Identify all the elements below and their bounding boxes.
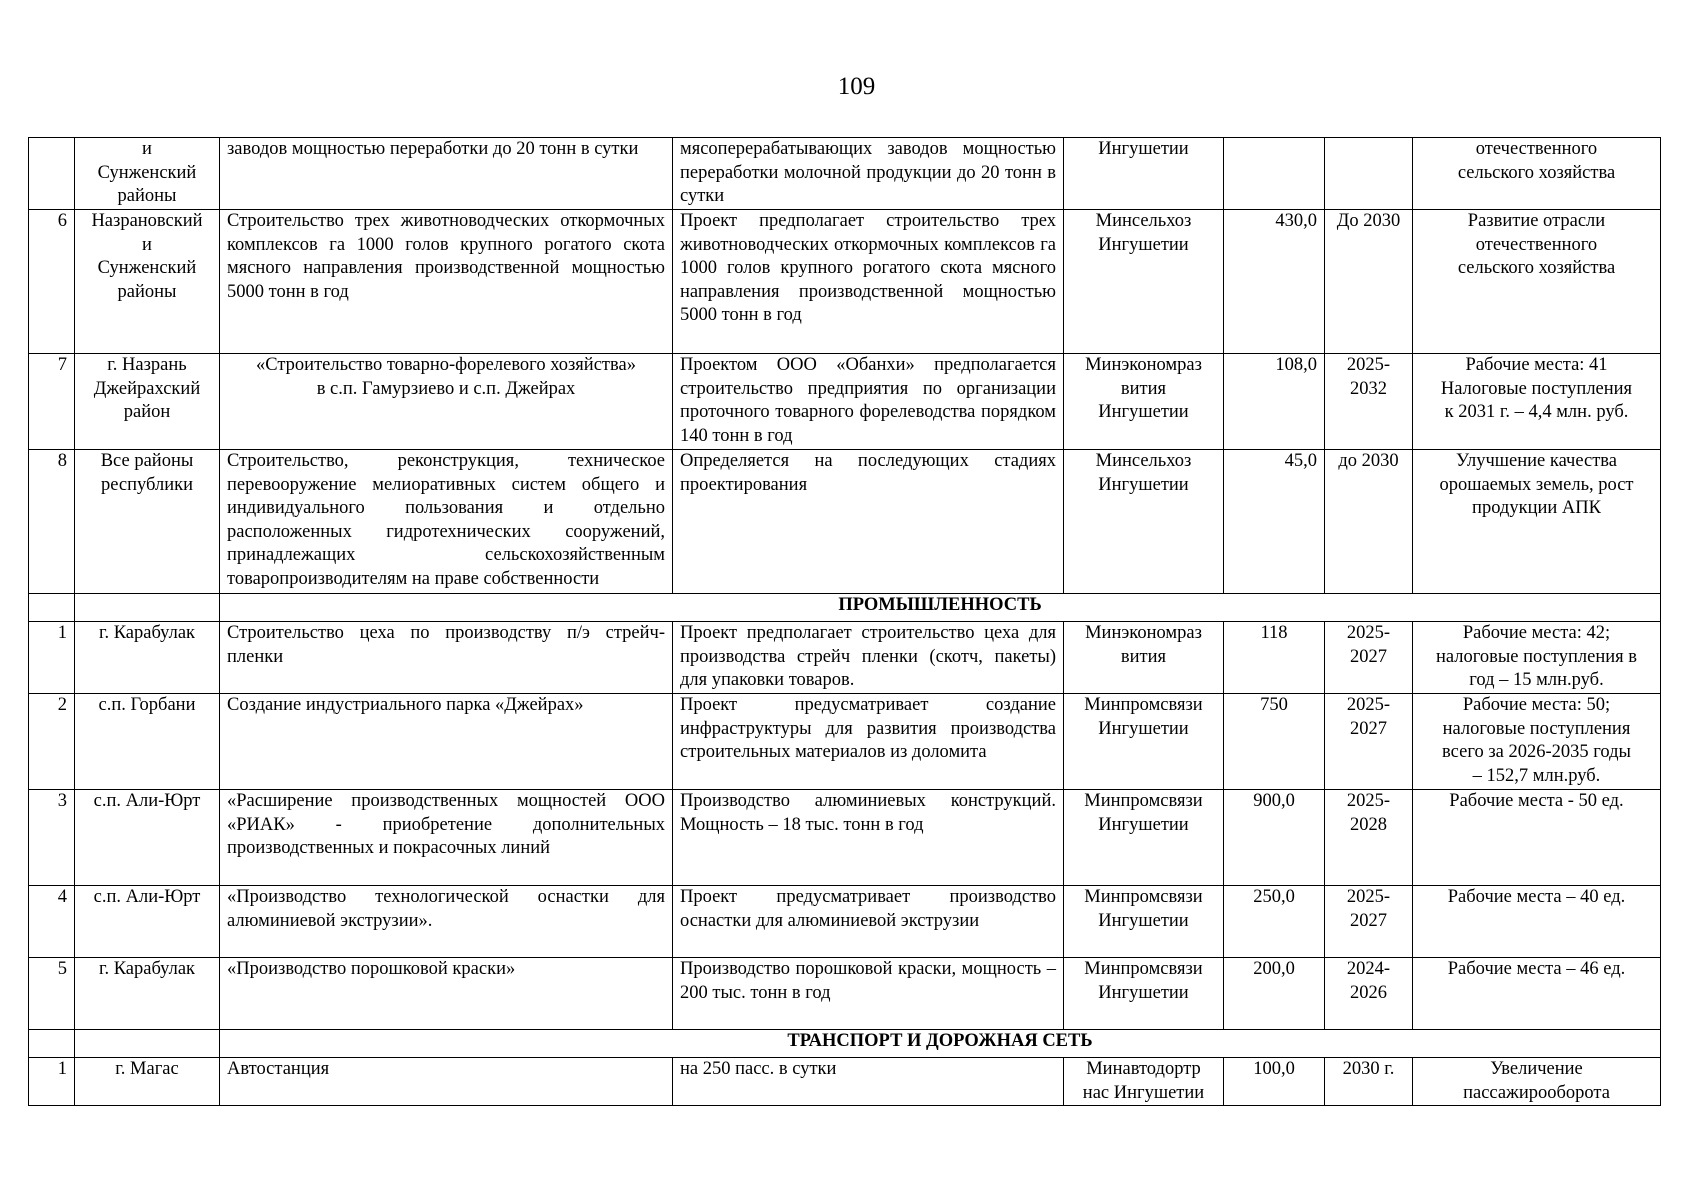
responsible-cell: Минэкономраз вития	[1064, 622, 1224, 694]
period-cell	[1325, 138, 1413, 210]
period-cell: до 2030	[1325, 450, 1413, 594]
description-cell: Проектом ООО «Обанхи» предполагается строительство предприятия по организации проточного товарного форелеводства порядком 140 тонн в год	[673, 354, 1064, 450]
responsible-cell: Ингушетии	[1064, 138, 1224, 210]
section-header-row	[29, 1030, 1661, 1058]
responsible-cell: Минэкономраз вития Ингушетии	[1064, 354, 1224, 450]
row-number: 3	[29, 790, 75, 886]
row-number	[29, 138, 75, 210]
table-row	[29, 354, 1661, 450]
period-cell: 2025- 2027	[1325, 694, 1413, 790]
amount-cell: 118	[1224, 622, 1325, 694]
effect-cell: отечественного сельского хозяйства	[1413, 138, 1661, 210]
table-row	[29, 450, 1661, 594]
effect-cell: Рабочие места: 42; налоговые поступления в год – 15 млн.руб.	[1413, 622, 1661, 694]
description-cell: Производство алюминиевых конструкций. Мощность – 18 тыс. тонн в год	[673, 790, 1064, 886]
responsible-cell: Минсельхоз Ингушетии	[1064, 450, 1224, 594]
description-cell: Проект предполагает строительство трех животноводческих откормочных комплексов га 1000 голов крупного рогатого скота мясного направления производственной мощностью 5000 тонн в год	[673, 210, 1064, 354]
amount-cell: 430,0	[1224, 210, 1325, 354]
period-cell: 2025- 2028	[1325, 790, 1413, 886]
row-number: 8	[29, 450, 75, 594]
responsible-cell: Минсельхоз Ингушетии	[1064, 210, 1224, 354]
location-cell: г. Карабулак	[75, 622, 220, 694]
location-cell: с.п. Али-Юрт	[75, 886, 220, 958]
responsible-cell: Минпромсвязи Ингушетии	[1064, 958, 1224, 1030]
amount-cell: 750	[1224, 694, 1325, 790]
section-header-row	[29, 594, 1661, 622]
project-cell: «Расширение производственных мощностей ООО «РИАК» - приобретение дополнительных производственных и покрасочных линий	[220, 790, 673, 886]
row-number: 4	[29, 886, 75, 958]
effect-cell: Рабочие места: 50; налоговые поступления всего за 2026-2035 годы – 152,7 млн.руб.	[1413, 694, 1661, 790]
amount-cell: 200,0	[1224, 958, 1325, 1030]
amount-cell: 900,0	[1224, 790, 1325, 886]
table-row	[29, 790, 1661, 886]
section-title-transport: ТРАНСПОРТ И ДОРОЖНАЯ СЕТЬ	[220, 1030, 1661, 1058]
project-cell: Создание индустриального парка «Джейрах»	[220, 694, 673, 790]
period-cell: 2025- 2032	[1325, 354, 1413, 450]
period-cell: 2025- 2027	[1325, 886, 1413, 958]
period-cell: 2024- 2026	[1325, 958, 1413, 1030]
project-cell: заводов мощностью переработки до 20 тонн в сутки	[220, 138, 673, 210]
description-cell: Проект предусматривает создание инфраструктуры для развития производства строительных материалов из доломита	[673, 694, 1064, 790]
section-empty-cell	[75, 594, 220, 622]
description-cell: Проект предусматривает производство оснастки для алюминиевой экструзии	[673, 886, 1064, 958]
row-number: 7	[29, 354, 75, 450]
table-row	[29, 138, 1661, 210]
effect-cell: Рабочие места - 50 ед.	[1413, 790, 1661, 886]
amount-cell: 250,0	[1224, 886, 1325, 958]
location-cell: с.п. Горбани	[75, 694, 220, 790]
responsible-cell: Минпромсвязи Ингушетии	[1064, 886, 1224, 958]
row-number: 1	[29, 622, 75, 694]
table-row	[29, 622, 1661, 694]
row-number: 2	[29, 694, 75, 790]
project-cell: Строительство, реконструкция, техническое перевооружение мелиоративных систем общего и индивидуального пользования и отдельно расположенных гидротехнических сооружений, принадлежащих сельскохозяйственным товаропроизводителям на праве собственности	[220, 450, 673, 594]
table-row	[29, 886, 1661, 958]
amount-cell: 100,0	[1224, 1058, 1325, 1106]
project-cell: «Производство технологической оснастки для алюминиевой экструзии».	[220, 886, 673, 958]
section-empty-cell	[75, 1030, 220, 1058]
amount-cell	[1224, 138, 1325, 210]
period-cell: 2025- 2027	[1325, 622, 1413, 694]
description-cell: Определяется на последующих стадиях проектирования	[673, 450, 1064, 594]
table-row	[29, 1058, 1661, 1106]
location-cell: Назрановский и Сунженский районы	[75, 210, 220, 354]
effect-cell: Рабочие места – 46 ед.	[1413, 958, 1661, 1030]
page-number: 109	[837, 73, 876, 100]
effect-cell: Рабочие места: 41 Налоговые поступления к 2031 г. – 4,4 млн. руб.	[1413, 354, 1661, 450]
location-cell: г. Карабулак	[75, 958, 220, 1030]
description-cell: на 250 пасс. в сутки	[673, 1058, 1064, 1106]
amount-cell: 108,0	[1224, 354, 1325, 450]
description-cell: Производство порошковой краски, мощность – 200 тыс. тонн в год	[673, 958, 1064, 1030]
row-number: 5	[29, 958, 75, 1030]
location-cell: г. Назрань Джейрахский район	[75, 354, 220, 450]
period-cell: 2030 г.	[1325, 1058, 1413, 1106]
section-empty-cell	[29, 1030, 75, 1058]
effect-cell: Развитие отрасли отечественного сельского хозяйства	[1413, 210, 1661, 354]
amount-cell: 45,0	[1224, 450, 1325, 594]
table-row	[29, 694, 1661, 790]
project-cell: «Производство порошковой краски»	[220, 958, 673, 1030]
description-cell: Проект предполагает строительство цеха для производства стрейч пленки (скотч, пакеты) для упаковки товаров.	[673, 622, 1064, 694]
project-cell: «Строительство товарно-форелевого хозяйства» в с.п. Гамурзиево и с.п. Джейрах	[220, 354, 673, 450]
location-cell: Все районы республики	[75, 450, 220, 594]
location-cell: г. Магас	[75, 1058, 220, 1106]
row-number: 6	[29, 210, 75, 354]
project-cell: Автостанция	[220, 1058, 673, 1106]
responsible-cell: Минпромсвязи Ингушетии	[1064, 694, 1224, 790]
project-cell: Строительство цеха по производству п/э стрейч-пленки	[220, 622, 673, 694]
description-cell: мясоперерабатывающих заводов мощностью переработки молочной продукции до 20 тонн в сутки	[673, 138, 1064, 210]
responsible-cell: Минавтодортр нас Ингушетии	[1064, 1058, 1224, 1106]
effect-cell: Увеличение пассажирооборота	[1413, 1058, 1661, 1106]
project-cell: Строительство трех животноводческих откормочных комплексов га 1000 голов крупного рогатого скота мясного направления производственной мощностью 5000 тонн в год	[220, 210, 673, 354]
location-cell: и Сунженский районы	[75, 138, 220, 210]
responsible-cell: Минпромсвязи Ингушетии	[1064, 790, 1224, 886]
table-row	[29, 958, 1661, 1030]
row-number: 1	[29, 1058, 75, 1106]
section-title-industry: ПРОМЫШЛЕННОСТЬ	[220, 594, 1661, 622]
period-cell: До 2030	[1325, 210, 1413, 354]
section-empty-cell	[29, 594, 75, 622]
effect-cell: Улучшение качества орошаемых земель, рост продукции АПК	[1413, 450, 1661, 594]
location-cell: с.п. Али-Юрт	[75, 790, 220, 886]
effect-cell: Рабочие места – 40 ед.	[1413, 886, 1661, 958]
projects-table	[28, 137, 1661, 1106]
table-row	[29, 210, 1661, 354]
